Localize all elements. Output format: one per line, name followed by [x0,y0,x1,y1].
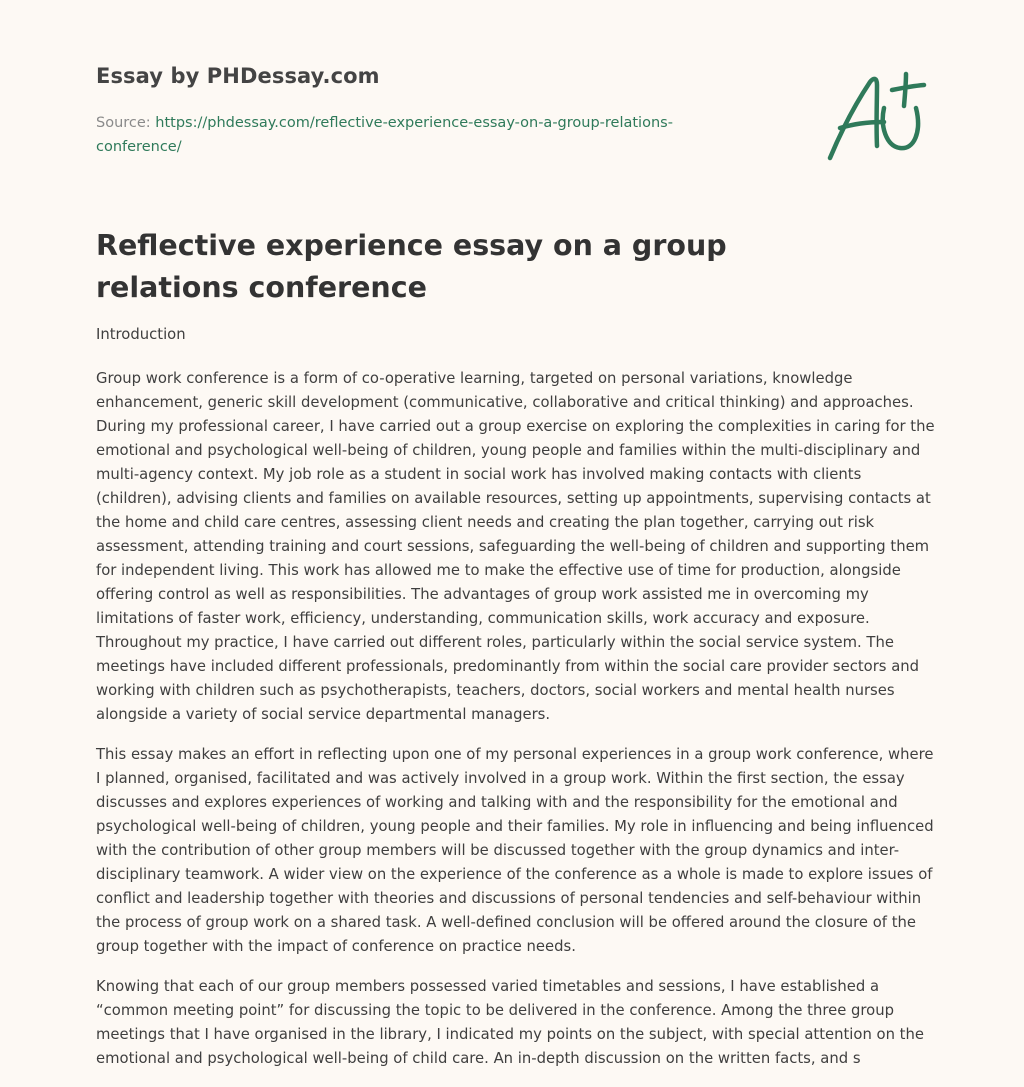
source-link[interactable]: https://phdessay.com/reflective-experience-essay-on-a-group-relations-conference/ [96,115,673,155]
a-plus-logo [824,68,928,164]
essay-paragraph: Group work conference is a form of co-operative learning, targeted on personal variations, knowledge enhancement, generic skill development (communicative, collaborative and critical thinking) and approaches. During my professional career, I have carried out a group exercise on exploring the complexities in caring for the emotional and psychological well-being of children, young people and families within the multi-disciplinary and multi-agency context. My job role as a student in social work has involved making contacts with clients (children), advising clients and families on available resources, setting up appointments, supervising contacts at the home and child care centres, assessing client needs and creating the plan together, carrying out risk assessment, attending training and court sessions, safeguarding the well-being of children and supporting them for independent living. This work has allowed me to make the effective use of time for production, alongside offering control as well as responsibilities. The advantages of group work assisted me in overcoming my limitations of faster work, efficiency, understanding, communication skills, work accuracy and exposure. Throughout my practice, I have carried out different roles, particularly within the social service system. The meetings have included different professionals, predominantly from within the social care provider sectors and working with children such as psychotherapists, teachers, doctors, social workers and mental health nurses alongside a variety of social service departmental managers. [96,370,935,723]
a-plus-logo-icon [824,68,928,164]
essay-paragraph: This essay makes an effort in reflecting upon one of my personal experiences in a group work conference, where I planned, organised, facilitated and was actively involved in a group work. Within the first section, the essay discusses and explores experiences of working and talking with and the responsibility for the emotional and psychological well-being of children, young people and their families. My role in influencing and being influenced with the contribution of other group members will be discussed together with the group dynamics and inter-disciplinary teamwork. A wider view on the experience of the conference as a whole is made to explore issues of conflict and leadership together with theories and discussions of personal tendencies and self-behaviour within the process of group work on a shared task. A well-defined conclusion will be offered around the closure of the group together with the impact of conference on practice needs. [96,746,934,955]
source-label: Source: [96,115,151,131]
source-line [96,111,716,159]
intro-heading: Introduction [96,326,186,343]
essay-paragraph: Knowing that each of our group members possessed varied timetables and sessions, I have established a “common meeting point” for discussing the topic to be delivered in the conference. Among the three group meetings that I have organised in the library, I indicated my points on the subject, with special attention on the emotional and psychological well-being of child care. An in-depth discussion on the written facts, and s [96,978,924,1067]
essay-body [96,323,936,1087]
essay-title: Reflective experience essay on a group relations conference [96,229,727,304]
site-title: Essay by PHDessay.com [96,64,380,88]
